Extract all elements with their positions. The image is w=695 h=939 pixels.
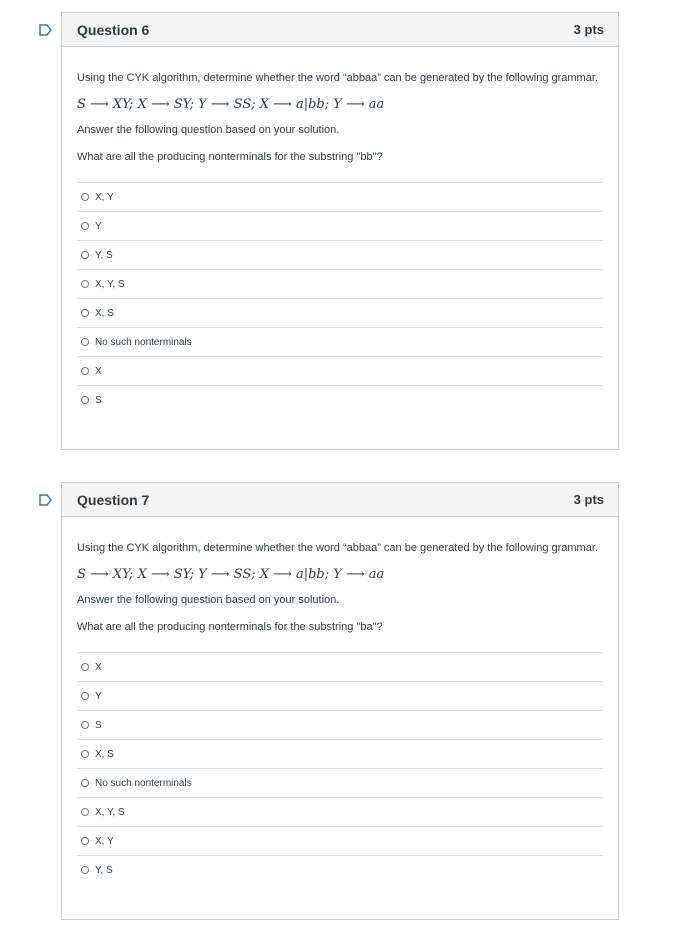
grammar-part: SY; Y <box>173 97 207 112</box>
answer-option[interactable] <box>77 855 603 884</box>
radio-button[interactable] <box>81 251 89 259</box>
answer-option[interactable] <box>77 356 603 385</box>
question-points: 3 pts <box>573 22 604 37</box>
radio-button[interactable] <box>81 663 89 671</box>
answer-label: X, Y, S <box>95 806 125 818</box>
answer-label: Y <box>95 220 102 232</box>
grammar-part: S <box>77 567 86 582</box>
radio-button[interactable] <box>81 750 89 758</box>
answer-option[interactable] <box>77 826 603 855</box>
question-body <box>62 517 618 884</box>
answer-label: X, Y <box>95 835 114 847</box>
answer-option[interactable] <box>77 681 603 710</box>
arrow-icon: ⟶ <box>210 567 230 582</box>
answer-label: Y <box>95 690 102 702</box>
answer-option[interactable] <box>77 797 603 826</box>
answer-label: S <box>95 394 102 406</box>
answer-label: Y, S <box>95 864 113 876</box>
arrow-icon: ⟶ <box>273 567 292 582</box>
grammar-part: a|bb; Y <box>295 567 342 582</box>
question-subquestion: What are all the producing nonterminals for the substring "ba"? <box>77 621 383 633</box>
radio-button[interactable] <box>81 692 89 700</box>
answer-label: X, S <box>95 307 114 319</box>
answer-option[interactable] <box>77 710 603 739</box>
radio-button[interactable] <box>81 309 89 317</box>
grammar-part: a|bb; Y <box>295 97 342 112</box>
answer-label: X <box>95 661 102 673</box>
answer-option[interactable] <box>77 385 603 414</box>
answer-list <box>77 652 603 884</box>
answer-option[interactable] <box>77 211 603 240</box>
answer-option[interactable] <box>77 182 603 211</box>
grammar-part: SS; X <box>233 97 270 112</box>
answer-label: X <box>95 365 102 377</box>
flag-question-icon[interactable] <box>39 24 52 36</box>
radio-button[interactable] <box>81 396 89 404</box>
grammar-part: SY; Y <box>173 567 207 582</box>
question-6-card <box>61 12 619 450</box>
answer-label: S <box>95 719 102 731</box>
arrow-icon: ⟶ <box>90 567 109 582</box>
question-subquestion: What are all the producing nonterminals for the substring "bb"? <box>77 151 383 163</box>
radio-button[interactable] <box>81 721 89 729</box>
question-header <box>62 13 618 47</box>
arrow-icon: ⟶ <box>150 97 170 112</box>
radio-button[interactable] <box>81 808 89 816</box>
question-body <box>62 47 618 414</box>
radio-button[interactable] <box>81 779 89 787</box>
radio-button[interactable] <box>81 367 89 375</box>
question-header <box>62 483 618 517</box>
radio-button[interactable] <box>81 280 89 288</box>
question-points: 3 pts <box>573 492 604 507</box>
arrow-icon: ⟶ <box>345 567 365 582</box>
answer-option[interactable] <box>77 768 603 797</box>
arrow-icon: ⟶ <box>210 97 230 112</box>
answer-label: Y, S <box>95 249 113 261</box>
grammar-rules <box>77 97 603 113</box>
grammar-part: SS; X <box>233 567 270 582</box>
answer-option[interactable] <box>77 739 603 768</box>
radio-button[interactable] <box>81 222 89 230</box>
answer-label: No such nonterminals <box>95 336 192 348</box>
question-7-card <box>61 482 619 920</box>
flag-question-icon[interactable] <box>39 494 52 506</box>
answer-option[interactable] <box>77 652 603 681</box>
grammar-part: aa <box>368 97 385 112</box>
answer-label: X, S <box>95 748 114 760</box>
answer-label: X, Y, S <box>95 278 125 290</box>
question-prompt: Using the CYK algorithm, determine whether the word “abbaa” can be generated by the following grammar. <box>77 72 598 84</box>
radio-button[interactable] <box>81 338 89 346</box>
answer-label: X, Y <box>95 191 114 203</box>
grammar-part: XY; X <box>112 97 147 112</box>
question-instruction: Answer the following question based on your solution. <box>77 124 340 136</box>
answer-option[interactable] <box>77 269 603 298</box>
answer-option[interactable] <box>77 298 603 327</box>
arrow-icon: ⟶ <box>90 97 109 112</box>
grammar-part: S <box>77 97 86 112</box>
radio-button[interactable] <box>81 193 89 201</box>
question-instruction: Answer the following question based on your solution. <box>77 594 340 606</box>
radio-button[interactable] <box>81 837 89 845</box>
answer-list <box>77 182 603 414</box>
grammar-part: aa <box>368 567 385 582</box>
answer-option[interactable] <box>77 240 603 269</box>
grammar-part: XY; X <box>112 567 147 582</box>
arrow-icon: ⟶ <box>273 97 292 112</box>
grammar-rules <box>77 567 603 583</box>
answer-option[interactable] <box>77 327 603 356</box>
question-prompt: Using the CYK algorithm, determine whether the word “abbaa” can be generated by the following grammar. <box>77 542 598 554</box>
arrow-icon: ⟶ <box>345 97 365 112</box>
question-title: Question 6 <box>77 21 150 38</box>
radio-button[interactable] <box>81 866 89 874</box>
answer-label: No such nonterminals <box>95 777 192 789</box>
question-title: Question 7 <box>77 491 150 508</box>
arrow-icon: ⟶ <box>150 567 170 582</box>
